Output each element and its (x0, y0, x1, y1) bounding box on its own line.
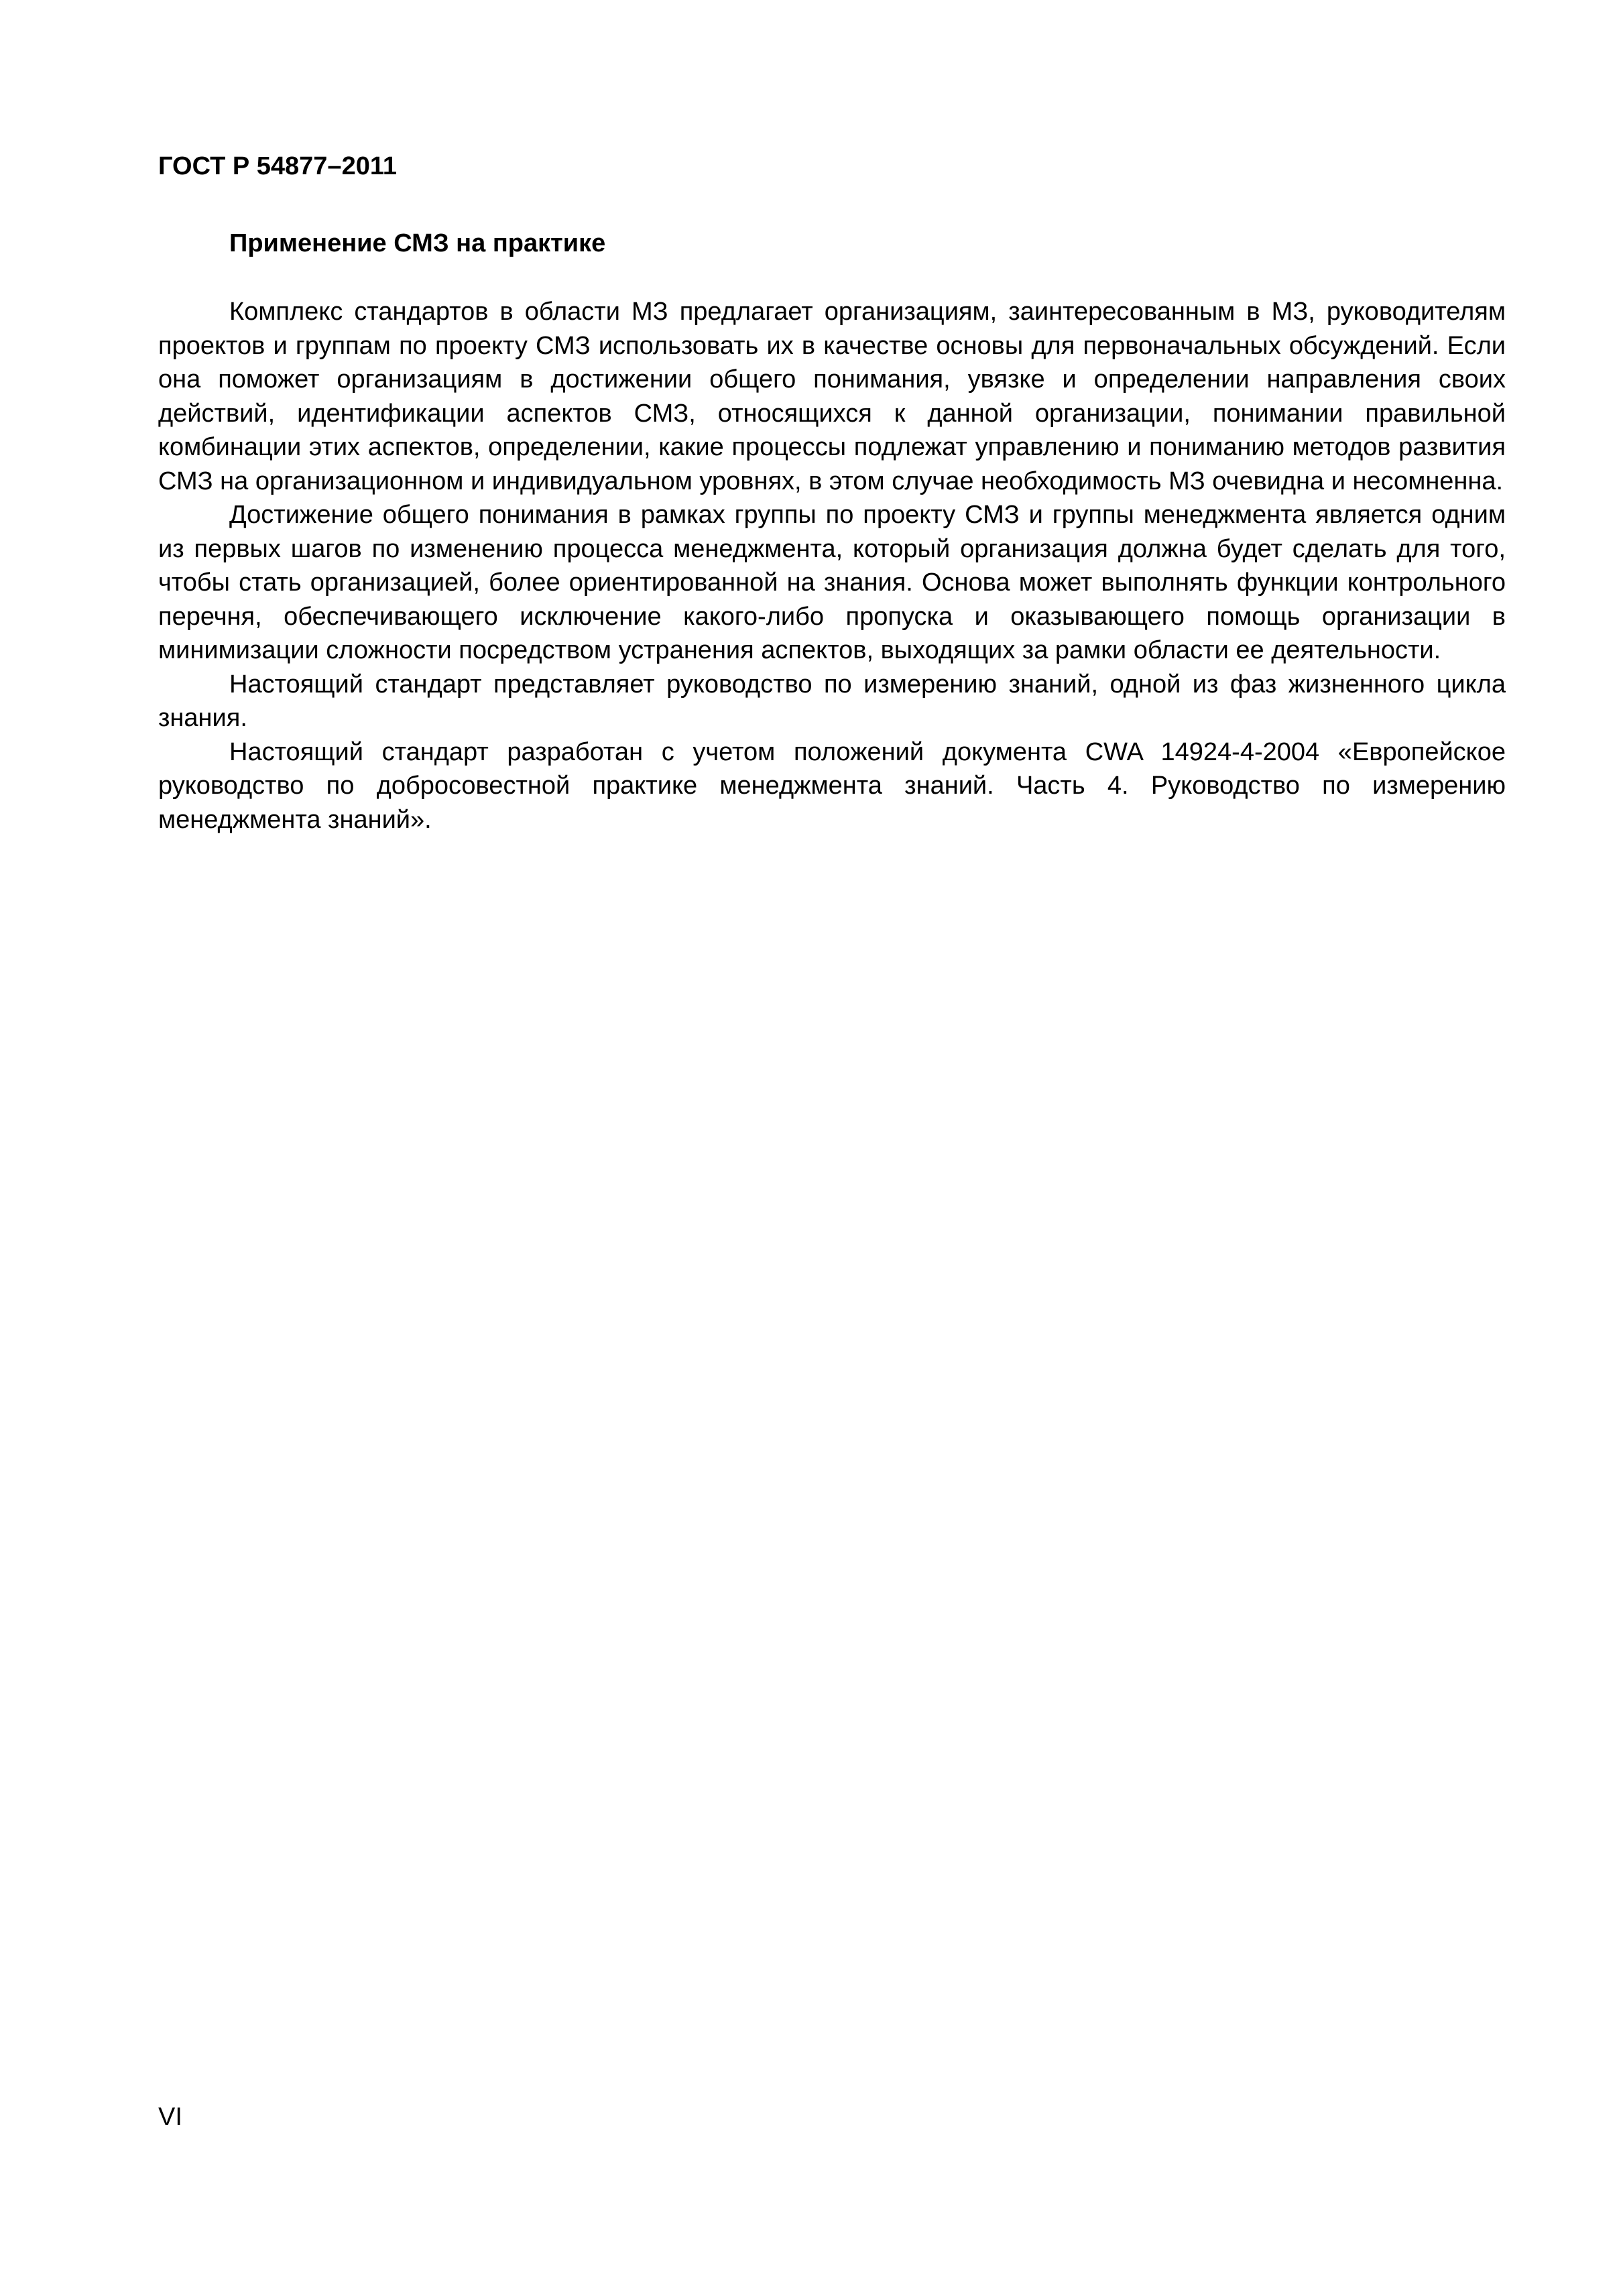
body-text (158, 227, 1506, 837)
paragraph: Настоящий стандарт представляет руководство по измерению знаний, одной из фаз жизненного цикла знания. (158, 670, 1506, 732)
page-number: VI (158, 2103, 182, 2131)
section-heading: Применение СМЗ на практике (229, 229, 606, 257)
paragraph: Комплекс стандартов в области МЗ предлагает организациям, заинтересованным в МЗ, руководителям проектов и группам по проекту СМЗ использовать их в качестве основы для первоначальных обсуждений. Если она поможет организациям в достижении общего понимания, увязке и определении направления своих действий, идентификации аспектов СМЗ, относящихся к данной организации, понимании правильной комбинации этих аспектов, определении, какие процессы подлежат управлению и пониманию методов развития СМЗ на организационном и индивидуальном уровнях, в этом случае необходимость МЗ очевидна и несомненна. (158, 298, 1506, 495)
paragraph: Настоящий стандарт разработан с учетом положений документа CWA 14924-4-2004 «Европейское руководство по добросовестной практике менеджмента знаний. Часть 4. Руководство по измерению менеджмента знаний». (158, 737, 1506, 834)
document-code-header: ГОСТ Р 54877–2011 (158, 152, 398, 180)
paragraph: Достижение общего понимания в рамках группы по проекту СМЗ и группы менеджмента является одним из первых шагов по изменению процесса менеджмента, который организация должна будет сделать для того, чтобы стать организацией, более ориентированной на знания. Основа может выполнять функции контрольного перечня, обеспечивающего исключение какого-либо пропуска и оказывающего помощь организации в минимизации сложности посредством устранения аспектов, выходящих за рамки области ее деятельности. (158, 501, 1506, 664)
